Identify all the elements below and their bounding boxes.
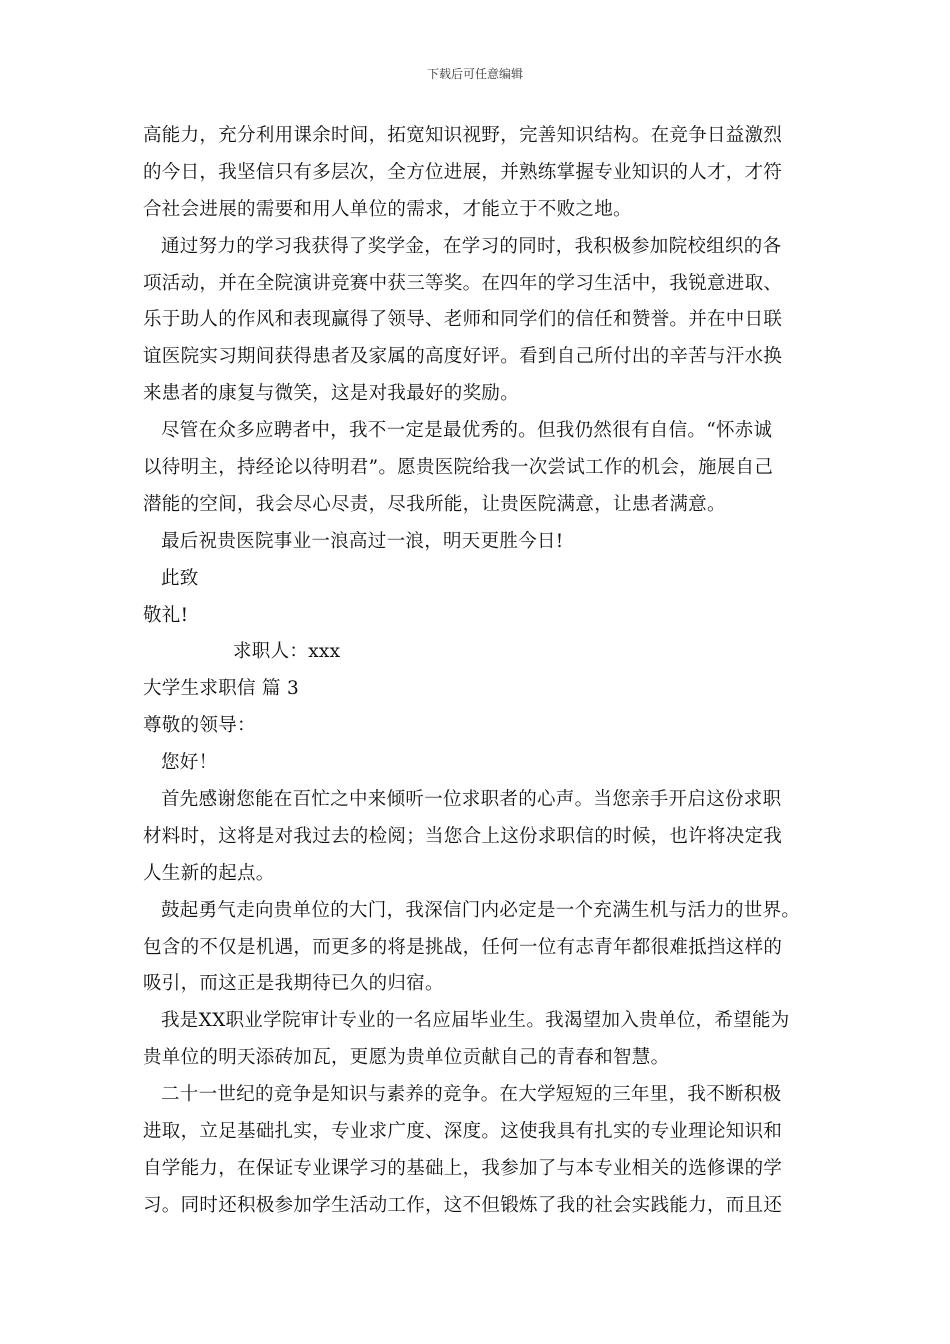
paragraph-line: 的今日，我坚信只有多层次，全方位进展，并熟练掌握专业知识的人才，才符 — [143, 161, 783, 183]
paragraph-line: 贵单位的明天添砖加瓦，更愿为贵单位贡献自己的青春和智慧。 — [143, 1047, 670, 1069]
paragraph-line: 进取，立足基础扎实，专业求广度、深度。这使我具有扎实的专业理论知识和 — [143, 1121, 783, 1143]
greeting-line: 尊敬的领导： — [143, 715, 256, 737]
paragraph-line: 我是XX职业学院审计专业的一名应届毕业生。我渴望加入贵单位，希望能为 — [161, 1010, 790, 1032]
paragraph-line: 材料时，这将是对我过去的检阅；当您合上这份求职信的时候，也许将决定我 — [143, 825, 783, 847]
paragraph-line: 包含的不仅是机遇，而更多的将是挑战，任何一位有志青年都很难抵挡这样的 — [143, 936, 783, 958]
closing-regards: 敬礼! — [143, 604, 189, 626]
paragraph-line: 首先感谢您能在百忙之中来倾听一位求职者的心声。当您亲手开启这份求职 — [161, 789, 782, 811]
page-header: 下载后可任意编辑 — [426, 67, 523, 81]
paragraph-line: 合社会进展的需要和用人单位的需求，才能立于不败之地。 — [143, 198, 632, 220]
paragraph-line: 人生新的起点。 — [143, 862, 275, 884]
paragraph-line: 谊医院实习期间获得患者及家属的高度好评。看到自己所付出的辛苦与汗水换 — [143, 346, 783, 368]
section-title: 大学生求职信 篇 3 — [143, 678, 300, 700]
paragraph-line: 二十一世纪的竞争是知识与素养的竞争。在大学短短的三年里，我不断积极 — [161, 1084, 782, 1106]
paragraph-line: 以待明主，持经论以待明君”。愿贵医院给我一次尝试工作的机会，施展自己 — [143, 457, 774, 479]
document-body — [143, 118, 823, 1225]
paragraph-line: 通过努力的学习我获得了奖学金，在学习的同时，我积极参加院校组织的各 — [161, 235, 782, 257]
paragraph-line: 鼓起勇气走向贵单位的大门，我深信门内必定是一个充满生机与活力的世界。 — [161, 899, 801, 921]
paragraph-line: 项活动，并在全院演讲竞赛中获三等奖。在四年的学习生活中，我锐意进取、 — [143, 272, 783, 294]
closing-salutation: 此致 — [161, 567, 199, 589]
paragraph-line: 尽管在众多应聘者中，我不一定是最优秀的。但我仍然很有自信。“怀赤诚 — [161, 420, 773, 442]
paragraph-line: 自学能力，在保证专业课学习的基础上，我参加了与本专业相关的选修课的学 — [143, 1157, 783, 1179]
paragraph-line: 来患者的康复与微笑，这是对我最好的奖励。 — [143, 383, 520, 405]
greeting-hello: 您好！ — [161, 752, 218, 774]
paragraph-line: 最后祝贵医院事业一浪高过一浪，明天更胜今日! — [161, 530, 564, 552]
paragraph-line: 潜能的空间，我会尽心尽责，尽我所能，让贵医院满意，让患者满意。 — [143, 493, 726, 515]
signature-line: 求职人：xxx — [233, 641, 341, 663]
paragraph-line: 乐于助人的作风和表现赢得了领导、老师和同学们的信任和赞誉。并在中日联 — [143, 309, 783, 331]
paragraph-line: 吸引，而这正是我期待已久的归宿。 — [143, 973, 444, 995]
paragraph-line: 习。同时还积极参加学生活动工作，这不但锻炼了我的社会实践能力，而且还 — [143, 1194, 783, 1216]
paragraph-line: 高能力，充分利用课余时间，拓宽知识视野，完善知识结构。在竞争日益激烈 — [143, 125, 783, 146]
